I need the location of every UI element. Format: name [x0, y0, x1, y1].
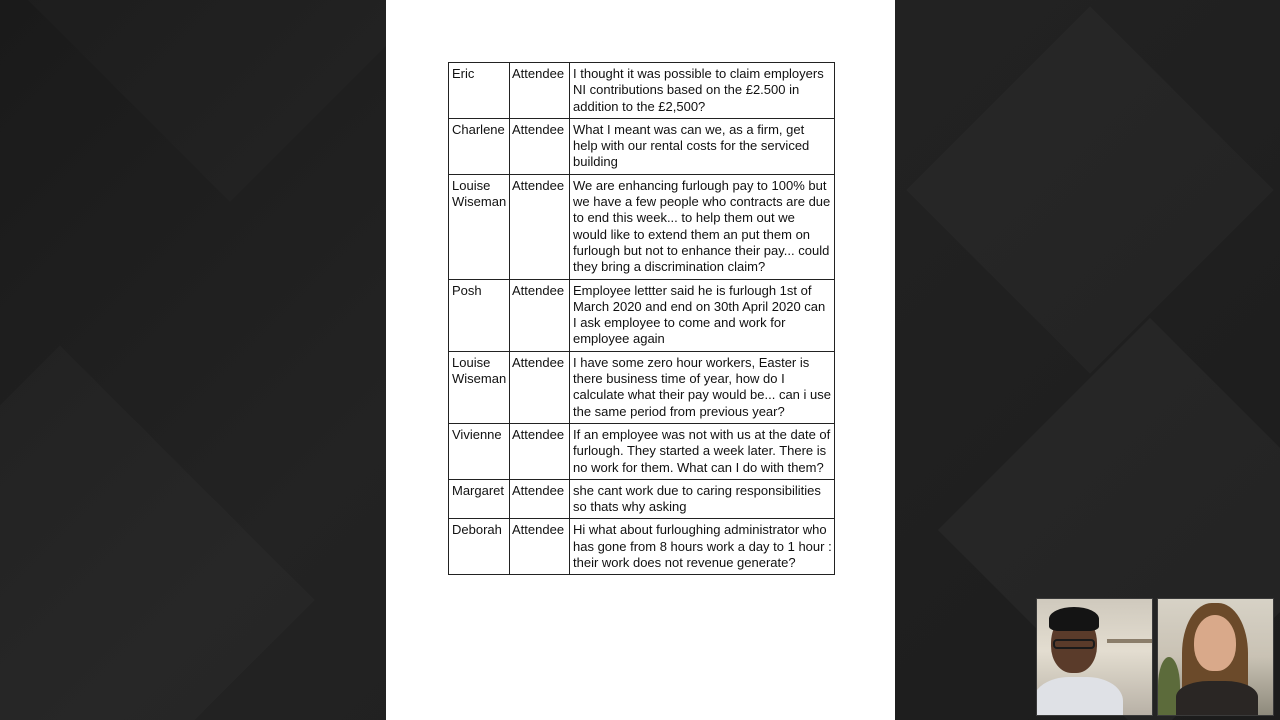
background-shape [18, 0, 442, 202]
qa-table-body [449, 63, 835, 575]
question-text: she cant work due to caring responsibilities so thats why asking [570, 479, 835, 519]
attendee-role: Attendee [510, 118, 570, 174]
attendee-name: Louise Wiseman [449, 174, 510, 279]
participant-video-tile[interactable] [1157, 598, 1274, 716]
question-text: I have some zero hour workers, Easter is there business time of year, how do I calculate what their pay would be... can i use the same period from previous year? [570, 351, 835, 423]
participant-head [1194, 615, 1236, 671]
table-row [449, 351, 835, 423]
question-text: Employee lettter said he is furlough 1st of March 2020 and end on 30th April 2020 can I ask employee to come and work for employee again [570, 279, 835, 351]
participant-hair [1049, 607, 1099, 631]
attendee-name: Posh [449, 279, 510, 351]
table-row [449, 423, 835, 479]
attendee-name: Charlene [449, 118, 510, 174]
question-text: If an employee was not with us at the date of furlough. They started a week later. There is no work for them. What can I do with them? [570, 423, 835, 479]
attendee-role: Attendee [510, 479, 570, 519]
question-text: Hi what about furloughing administrator who has gone from 8 hours work a day to 1 hour : their work does not revenue generate? [570, 519, 835, 575]
question-text: I thought it was possible to claim employers NI contributions based on the £2.500 in addition to the £2,500? [570, 63, 835, 119]
attendee-name: Deborah [449, 519, 510, 575]
attendee-role: Attendee [510, 519, 570, 575]
table-row [449, 118, 835, 174]
attendee-name: Louise Wiseman [449, 351, 510, 423]
question-text: What I meant was can we, as a firm, get help with our rental costs for the serviced building [570, 118, 835, 174]
participant-body [1036, 677, 1123, 716]
attendee-role: Attendee [510, 63, 570, 119]
attendee-role: Attendee [510, 351, 570, 423]
table-row [449, 279, 835, 351]
attendee-name: Vivienne [449, 423, 510, 479]
attendee-name: Margaret [449, 479, 510, 519]
attendee-role: Attendee [510, 174, 570, 279]
attendee-name: Eric [449, 63, 510, 119]
table-row [449, 174, 835, 279]
table-row [449, 519, 835, 575]
attendee-role: Attendee [510, 279, 570, 351]
table-row [449, 479, 835, 519]
question-text: We are enhancing furlough pay to 100% but we have a few people who contracts are due to end this week... to help them out we would like to extend them an put them on furlough but not to enhance their pay... could they bring a discrimination claim? [570, 174, 835, 279]
qa-table [448, 62, 835, 575]
background-shape [0, 345, 315, 720]
glasses-icon [1053, 639, 1095, 649]
table-row [449, 63, 835, 119]
background-shelf [1107, 639, 1152, 643]
participant-body [1176, 681, 1258, 716]
shared-screen-document [386, 0, 895, 720]
attendee-role: Attendee [510, 423, 570, 479]
participant-video-tile[interactable] [1036, 598, 1153, 716]
background-shape [906, 6, 1274, 374]
